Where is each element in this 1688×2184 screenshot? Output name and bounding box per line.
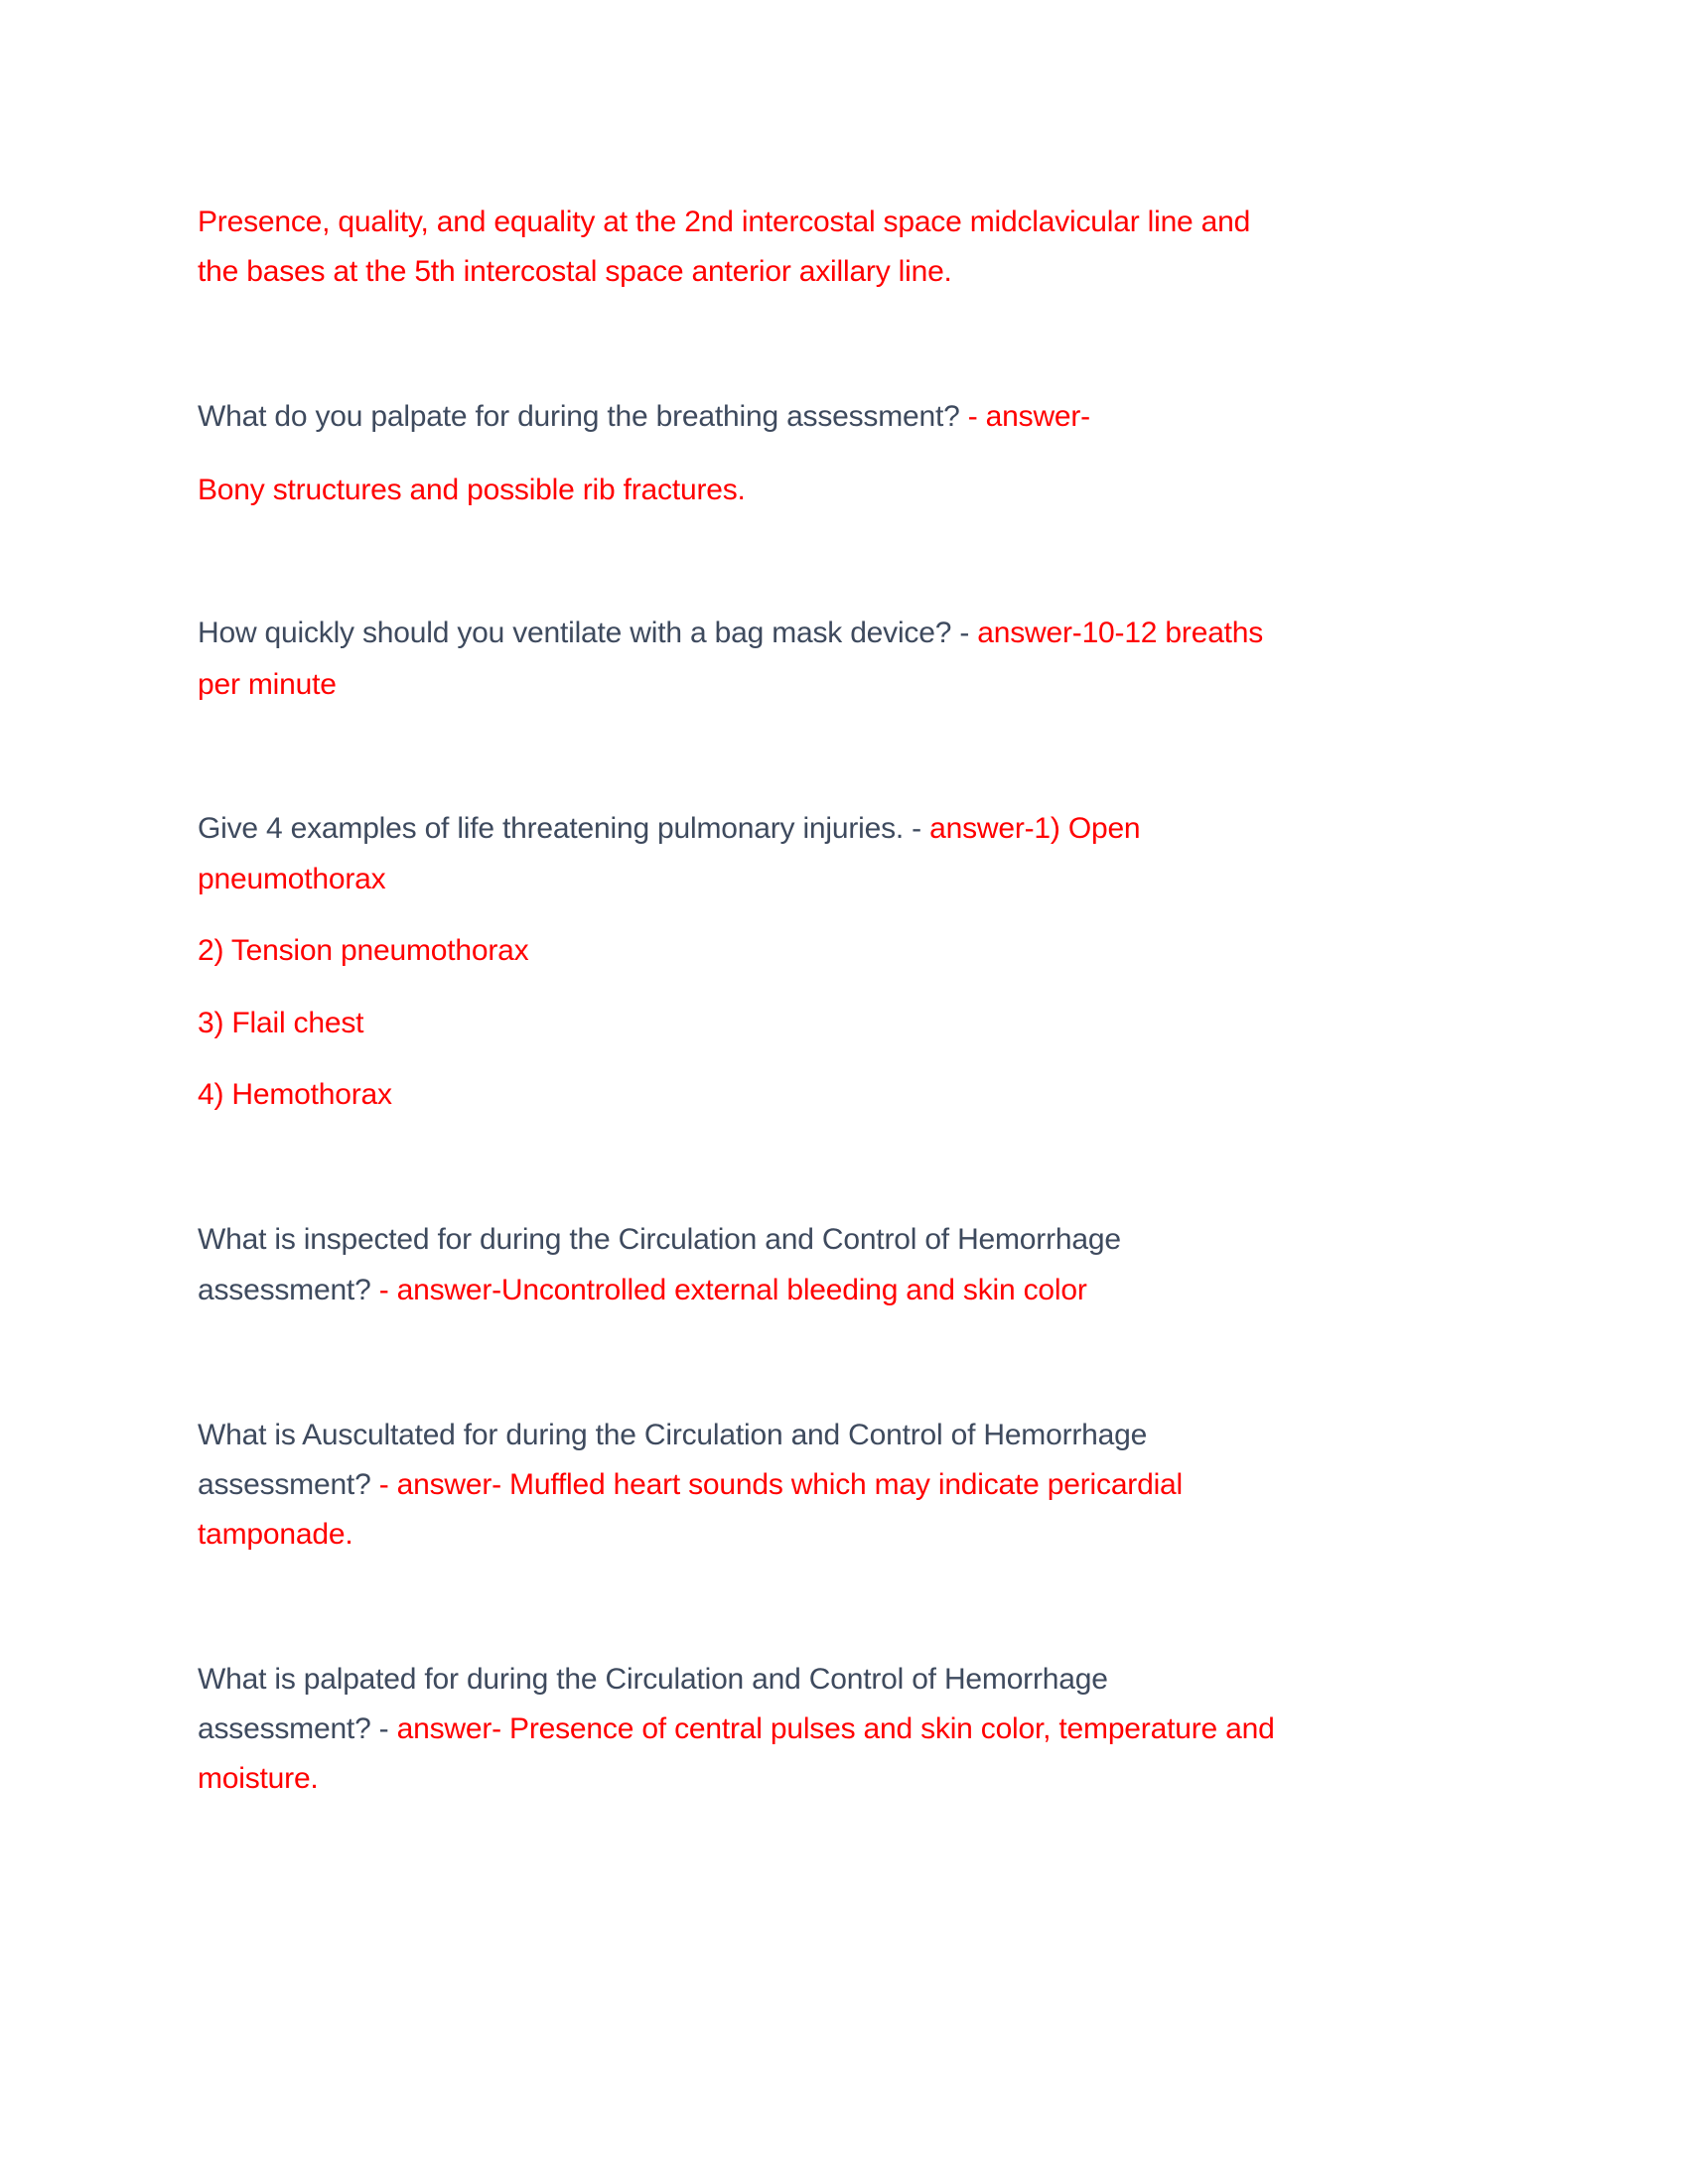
answer-text: answer-1) Open [929,812,1141,845]
answer-text: tamponade. [198,1518,353,1551]
question-text: Give 4 examples of life threatening pulmonary injuries. - [198,812,930,845]
qa-5-line [198,1220,1121,1260]
answer-text: - answer-Uncontrolled external bleeding and skin color [378,1274,1087,1306]
qa-2-line [198,471,746,510]
qa-5-line [198,1271,1087,1310]
answer-text: pneumothorax [198,863,386,895]
answer-text: - answer- [967,400,1090,433]
answer-text: answer-10-12 breaths [977,616,1264,649]
answer-text: 3) Flail chest [198,1007,364,1039]
qa-7-line [198,1660,1108,1700]
qa-2-line [198,397,1090,437]
question-text: assessment? [198,1274,379,1306]
answer-text: moisture. [198,1762,319,1795]
answer-text: per minute [198,668,337,701]
answer-text: Bony structures and possible rib fractures. [198,474,746,506]
qa-6-line [198,1515,352,1555]
qa-7-line [198,1759,319,1799]
qa-3-line [198,665,337,705]
qa-4-line [198,809,1140,849]
qa-6-line [198,1416,1147,1455]
qa-4-line [198,931,528,971]
qa-7-line [198,1709,1275,1749]
answer-text: 4) Hemothorax [198,1078,392,1111]
answer-text: answer- Presence of central pulses and skin color, temperature and [396,1712,1275,1745]
question-text: assessment? - [198,1712,397,1745]
question-text: What is Auscultated for during the Circulation and Control of Hemorrhage [198,1419,1148,1451]
answer-text: Presence, quality, and equality at the 2nd intercostal space midclavicular line and [198,205,1251,238]
answer-text: 2) Tension pneumothorax [198,934,529,967]
question-text: What is palpated for during the Circulation and Control of Hemorrhage [198,1663,1108,1696]
answer-text: - answer- Muffled heart sounds which may indicate pericardial [378,1468,1183,1501]
qa-1-line [198,203,1250,242]
question-text: assessment? [198,1468,379,1501]
qa-6-line [198,1465,1183,1505]
qa-4-line [198,860,385,899]
answer-text: the bases at the 5th intercostal space anterior axillary line. [198,255,952,288]
question-text: What do you palpate for during the breathing assessment? [198,400,968,433]
question-text: How quickly should you ventilate with a bag mask device? - [198,616,978,649]
qa-4-line [198,1075,392,1115]
qa-3-line [198,614,1263,653]
question-text: What is inspected for during the Circulation and Control of Hemorrhage [198,1223,1121,1256]
qa-1-line [198,252,952,292]
qa-4-line [198,1004,363,1043]
